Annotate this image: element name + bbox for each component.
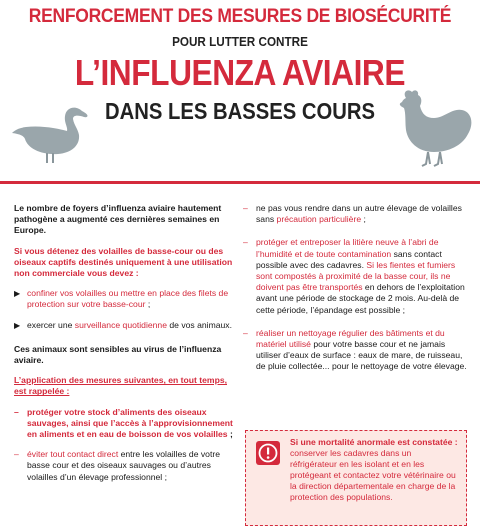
item-red-text: protéger et entreposer la litière neuve à l’abri de l’humidité et de toute contamination — [256, 237, 439, 259]
triangle-bullet-icon: ▶ — [14, 320, 21, 330]
duck-illustration — [12, 103, 92, 165]
alert-body: conserver les cadavres dans un réfrigérateur en les isolant et en les protégeant et contactez votre vétérinaire ou la direction départementale en charge de la protection des populations. — [290, 448, 456, 502]
item-text: ne pas vous rendre dans un autre élevage de volailles sans — [256, 203, 462, 225]
list-item — [243, 328, 468, 373]
list-item — [243, 203, 468, 225]
right-column — [243, 203, 468, 382]
list-item — [14, 288, 236, 310]
item-text: sans contact possible avec des cadavres. — [256, 248, 442, 270]
hen-illustration — [392, 88, 476, 168]
item-text: de vos animaux. — [167, 319, 232, 330]
item-text: ; — [145, 299, 151, 310]
item-red-text: protéger votre stock d’aliments des oiseaux sauvages, ainsi que l’accès à l’approvisionnement en aliments et en eau de boisson de vos volailles — [27, 406, 233, 440]
item-text: ; — [361, 214, 366, 225]
item-red-text: réaliser un nettoyage régulier des bâtiments et du matériel utilisé — [256, 327, 445, 350]
item-text: ; — [227, 429, 233, 440]
item-red-text: précaution particulière — [276, 214, 362, 225]
list-item — [14, 320, 236, 331]
header-divider — [0, 181, 480, 184]
dash-bullet-icon: – — [243, 327, 248, 338]
owners-paragraph: Si vous détenez des volailles de basse-cour ou des oiseaux captifs destinés uniquement à une utilisation non commerciale vous devez : — [14, 245, 233, 279]
title-line-2: POUR LUTTER CONTRE — [172, 34, 308, 49]
title-line-3: L’INFLUENZA AVIAIRE — [74, 52, 406, 93]
alert-box — [245, 430, 467, 526]
header — [0, 0, 480, 180]
item-text: pour votre basse cour et ne jamais utiliser d’eaux de surface : eaux de mare, de ruisseau, de pluie collectée... pour le nettoyage de votre élevage. — [256, 339, 467, 372]
title-line-4: DANS LES BASSES COURS — [105, 98, 375, 124]
list-item — [14, 449, 236, 483]
item-text: exercer une — [27, 319, 75, 330]
alert-text — [290, 437, 460, 503]
list-item — [14, 407, 236, 441]
triangle-bullet-icon: ▶ — [14, 289, 21, 299]
item-red-text: éviter tout contact direct — [27, 449, 119, 460]
title-line-1: RENFORCEMENT DES MESURES DE BIOSÉCURITÉ — [28, 6, 452, 27]
list-item — [243, 237, 468, 315]
exclamation-icon — [256, 441, 280, 465]
alert-title: Si une mortalité anormale est constatée : — [290, 437, 458, 447]
intro-paragraph: Le nombre de foyers d’influenza aviaire hautement pathogène a augmenté ces dernières semaines en Europe. — [14, 203, 222, 236]
item-red-text: surveillance quotidienne — [74, 319, 167, 330]
sensitive-paragraph: Ces animaux sont sensibles au virus de l’influenza aviaire. — [14, 343, 222, 366]
dash-bullet-icon: – — [14, 406, 19, 417]
item-red-text: confiner vos volailles ou mettre en place des filets de protection sur votre basse-cour — [27, 288, 229, 310]
dash-bullet-icon: – — [14, 449, 19, 460]
left-column — [14, 203, 236, 492]
item-red-text: Si les fientes et fumiers sont compostés à proximité de la basse cour, ils ne doivent pas être transportés — [256, 259, 456, 293]
dash-bullet-icon: – — [243, 237, 248, 248]
item-text: entre les volailles de votre basse cour et des oiseaux sauvages ou d’autres volailles d’un élevage professionnel ; — [27, 449, 220, 482]
item-text: en dehors de l’exploitation avant une période de stockage de 2 mois. Au-delà de cette période, l’épandage est possible ; — [256, 282, 465, 315]
apply-paragraph: L’application des mesures suivantes, en tout temps, est rappelée : — [14, 375, 227, 397]
dash-bullet-icon: – — [243, 203, 248, 213]
